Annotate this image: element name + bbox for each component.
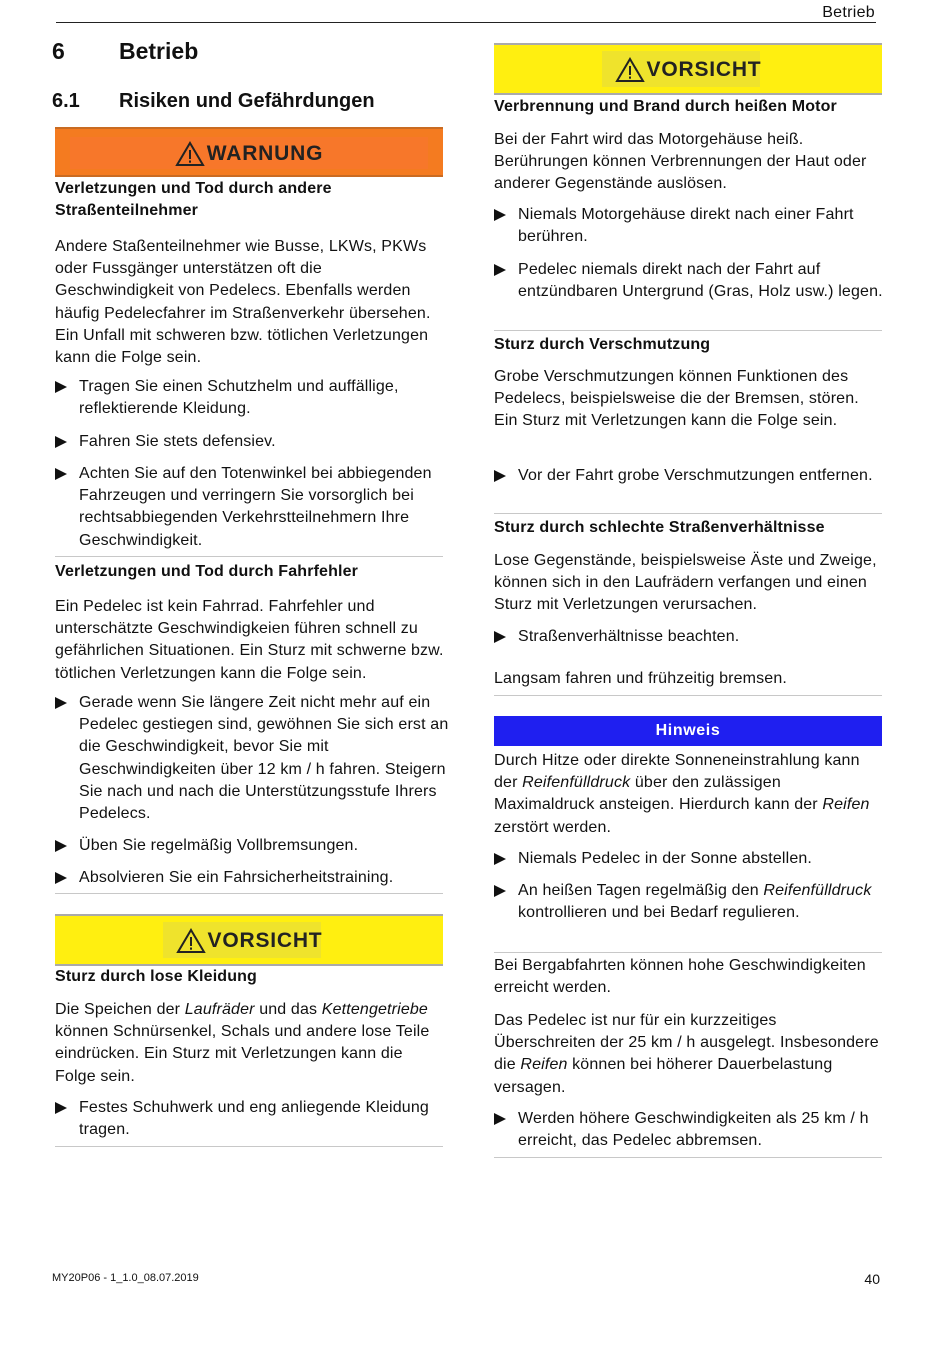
list-item (494, 848, 903, 870)
footer-doc-id: MY20P06 - 1_1.0_08.07.2019 (52, 1272, 199, 1284)
warning-triangle-icon (615, 57, 645, 83)
list-item (55, 692, 467, 825)
divider (55, 556, 443, 557)
bullet-triangle-icon (55, 381, 67, 393)
road-heading: Sturz durch schlechte Straßenverhältnisse (494, 519, 825, 536)
bullet-triangle-icon (494, 853, 506, 865)
warning-banner (55, 127, 443, 177)
caution-label: VORSICHT (646, 58, 762, 81)
chapter-title: Betrieb (119, 38, 199, 64)
list-item-text: Tragen Sie einen Schutzhelm und auffällige, reflektierende Kleidung. (79, 378, 399, 418)
clothing-paragraph: Die Speichen der Laufräder und das Kettengetriebe können Schnürsenkel, Schals und andere lose Teile eindrücken. Ein Sturz mit Verletzungen kann die Folge sein. (55, 1001, 430, 1085)
divider (494, 513, 882, 514)
bullet-triangle-icon (55, 697, 67, 709)
caution-banner (494, 43, 882, 95)
speed-paragraph: Das Pedelec ist nur für ein kurzzeitiges Überschreiten der 25 km / h ausgelegt. Insbesondere die Reifen können bei höherer Dauerbelastung versagen. (494, 1012, 879, 1096)
list-item (494, 626, 903, 648)
divider (55, 1146, 443, 1147)
list-item (55, 463, 464, 552)
chapter-number: 6 (52, 38, 65, 64)
bullet-triangle-icon (55, 1102, 67, 1114)
list-item-text: Gerade wenn Sie längere Zeit nicht mehr auf ein Pedelec gestiegen sind, gewöhnen Sie sich erst an die Geschwindigkeit, bevor Sie mit Geschwindigkeiten über 12 km / h fahren. Steigern Sie nach und nach die Unterstützungsstufe Ihrers Pedelecs. (79, 694, 449, 823)
section-title: Risiken und Gefährdungen (119, 90, 375, 112)
dirt-paragraph: Grobe Verschmutzungen können Funktionen des Pedelecs, beispielsweise die der Bremsen, stören. Ein Sturz mit Verletzungen kann die Folge sein. (494, 368, 859, 430)
warning-triangle-icon (175, 141, 205, 167)
bullet-triangle-icon (55, 840, 67, 852)
list-item (55, 835, 464, 857)
note-banner: Hinweis (494, 716, 882, 746)
bullet-triangle-icon (55, 468, 67, 480)
bullet-triangle-icon (55, 872, 67, 884)
caution-signal (55, 926, 443, 956)
divider (494, 330, 882, 331)
bullet-triangle-icon (55, 436, 67, 448)
list-item-text: Werden höhere Geschwindigkeiten als 25 km / h erreicht, das Pedelec abbremsen. (518, 1110, 869, 1150)
downhill-paragraph: Bei Bergabfahrten können hohe Geschwindigkeiten erreicht werden. (494, 957, 866, 997)
caution-signal (494, 55, 882, 85)
list-item (55, 1097, 464, 1141)
bullet-triangle-icon (494, 470, 506, 482)
page-number: 40 (864, 1271, 880, 1287)
error-heading: Verletzungen und Tod durch Fahrfehler (55, 563, 359, 580)
bullet-triangle-icon (494, 631, 506, 643)
divider (494, 695, 882, 696)
motor-heading: Verbrennung und Brand durch heißen Motor (494, 98, 837, 115)
list-item (55, 867, 464, 889)
list-item-text: Festes Schuhwerk und eng anliegende Kleidung tragen. (79, 1099, 429, 1139)
error-paragraph: Ein Pedelec ist kein Fahrrad. Fahrfehler und unterschätzte Geschwindigkeien führen schnell zu gefährlichen Situationen. Ein Sturz mit schwerne bzw. tötlichen Verletzungen kann die Folge sein. (55, 598, 444, 682)
dirt-heading: Sturz durch Verschmutzung (494, 336, 711, 353)
note-paragraph: Durch Hitze oder direkte Sonneneinstrahlung kann der Reifenfülldruck über den zulässigen Maximaldruck ansteigen. Hierdurch kann der Reifen zerstört werden. (494, 752, 870, 836)
list-item-text: Vor der Fahrt grobe Verschmutzungen entfernen. (518, 467, 873, 484)
section-heading (52, 90, 375, 113)
list-item-text: Fahren Sie stets defensiev. (79, 433, 276, 450)
list-item (55, 376, 464, 420)
chapter-heading (52, 38, 198, 65)
running-header: Betrieb (822, 4, 875, 21)
warning-signal (55, 139, 443, 169)
list-item (494, 259, 906, 303)
bullet-triangle-icon (494, 885, 506, 897)
road-paragraph: Lose Gegenstände, beispielsweise Äste und Zweige, können sich in den Laufrädern verfangen und einen Sturz mit Verletzungen verursachen. (494, 552, 877, 614)
divider (494, 952, 882, 953)
clothing-heading: Sturz durch lose Kleidung (55, 968, 257, 985)
warning-triangle-icon (176, 928, 206, 954)
list-item-text: Pedelec niemals direkt nach der Fahrt auf entzündbaren Untergrund (Gras, Holz usw.) legen. (518, 261, 883, 301)
road-advice: Langsam fahren und frühzeitig bremsen. (494, 670, 787, 687)
divider (55, 893, 443, 894)
traffic-heading: Verletzungen und Tod durch andere Straßenteilnehmer (55, 180, 332, 220)
list-item-text: Absolvieren Sie ein Fahrsicherheitstraining. (79, 869, 394, 886)
list-item (494, 880, 903, 924)
list-item-text: Üben Sie regelmäßig Vollbremsungen. (79, 837, 359, 854)
caution-banner (55, 914, 443, 966)
divider (494, 1157, 882, 1158)
header-rule (56, 22, 876, 23)
list-item (494, 204, 906, 248)
list-item-text: Niemals Motorgehäuse direkt nach einer Fahrt berühren. (518, 206, 854, 246)
list-item (55, 431, 464, 453)
bullet-triangle-icon (494, 1113, 506, 1125)
list-item-text: Achten Sie auf den Totenwinkel bei abbiegenden Fahrzeugen und verringern Sie vorsorglich bei rechtsabbiegenden Verkehrstteilnehmern Ihre Geschwindigkeit. (79, 465, 432, 549)
bullet-triangle-icon (494, 209, 506, 221)
section-number: 6.1 (52, 90, 80, 112)
list-item-text: Straßenverhältnisse beachten. (518, 628, 740, 645)
list-item-text: Niemals Pedelec in der Sonne abstellen. (518, 850, 813, 867)
warning-label: WARNUNG (206, 142, 324, 165)
motor-paragraph: Bei der Fahrt wird das Motorgehäuse heiß. Berührungen können Verbrennungen der Haut oder anderer Gegenstände auslösen. (494, 131, 867, 193)
caution-label: VORSICHT (207, 929, 323, 952)
list-item-text: An heißen Tagen regelmäßig den Reifenfülldruck kontrollieren und bei Bedarf regulieren. (518, 882, 872, 922)
bullet-triangle-icon (494, 264, 506, 276)
traffic-paragraph: Andere Staßenteilnehmer wie Busse, LKWs, PKWs oder Fussgänger unterstätzen oft die Geschwindigkeit von Pedelecs. Ebenfalls werden häufig Pedelecfahrer im Straßenverkehr übersehen. Ein Unfall mit schweren bzw. tötlichen Verletzungen kann die Folge sein. (55, 238, 431, 367)
list-item (494, 465, 903, 487)
list-item (494, 1108, 906, 1152)
